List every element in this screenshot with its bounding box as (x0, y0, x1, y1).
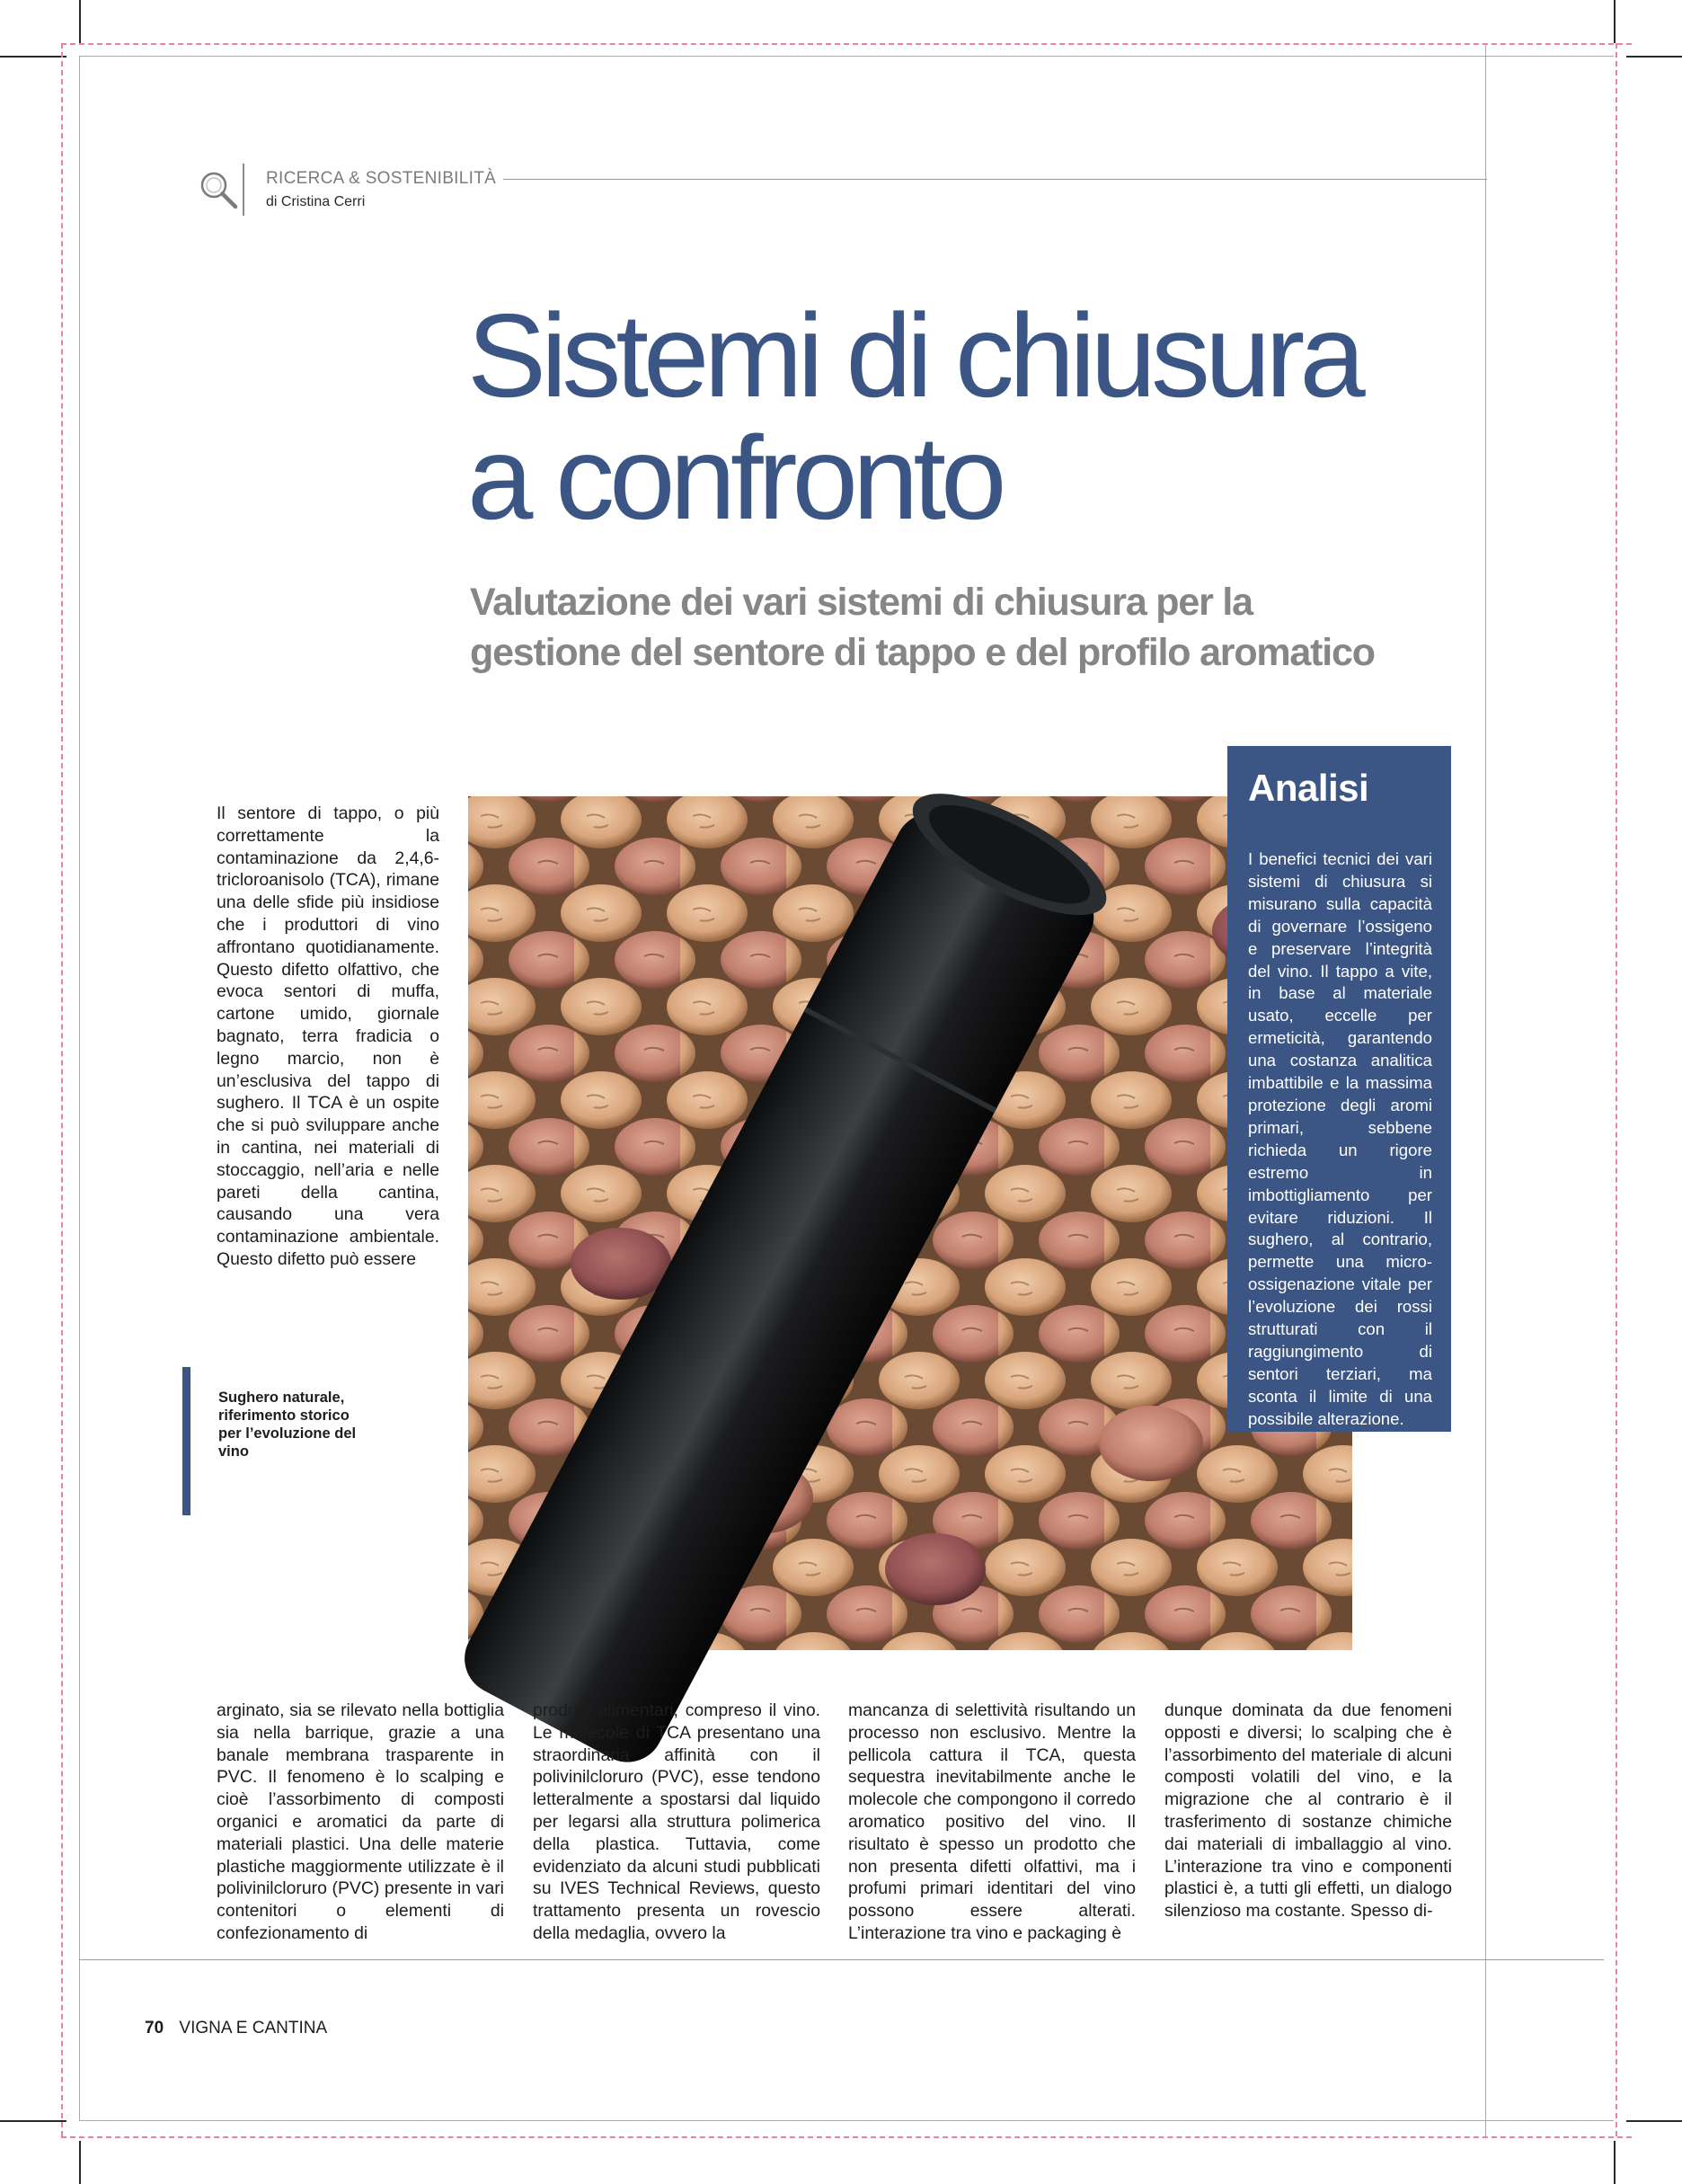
body-paragraph: mancanza di selettività risultando un processo non esclusivo. Mentre la pellicola cattura il TCA, questa sequestra inevitabilmente anche le molecole che compongono il corredo aromatico positivo del vino. Il risultato è spesso un prodotto che non presenta difetti olfattivi, ma i profumi primari identitari del vino possono essere alterati. L’interazione tra vino e packaging è (848, 1700, 1136, 1943)
crop-mark (1614, 2141, 1616, 2184)
crop-mark (79, 2141, 81, 2184)
bleed-line-left (61, 43, 63, 2136)
crop-mark (79, 0, 81, 43)
page-folio (145, 2019, 327, 2038)
trim-line-right (1485, 43, 1486, 2136)
section-header (189, 162, 548, 216)
trim-line-left (79, 56, 80, 2120)
body-column-4 (1164, 1700, 1452, 1933)
magnifier-icon (198, 169, 239, 210)
body-column-3 (848, 1700, 1136, 1943)
article-title: Sistemi di chiusura a confronto (467, 289, 1360, 544)
cork-photo (468, 796, 1352, 1650)
bleed-line-right (1616, 43, 1617, 2136)
cork-photo-illustration (468, 796, 1352, 1650)
footer-rule (79, 1959, 1604, 1960)
crop-mark (0, 56, 66, 58)
photo-caption: Sughero naturale, riferimento storico per l’evoluzione del vino (218, 1389, 357, 1460)
bleed-line-top (61, 43, 1632, 45)
body-paragraph: dunque dominata da due fenomeni opposti e diversi; lo scalping che è l’assorbimento del materiale di alcuni composti volatili del vino, e la migrazione che al contrario è il trasferimento di sostanze chimiche dai materiali di imballaggio al vino. L’interazione tra vino e componenti plastici è, a tutti gli effetti, un dialogo silenzioso ma costante. Spesso di- (1164, 1700, 1452, 1922)
crop-mark (1626, 56, 1682, 58)
caption-accent-bar (182, 1367, 190, 1515)
author-byline: di Cristina Cerri (266, 194, 366, 209)
sidebar-title: Analisi (1248, 767, 1369, 809)
crop-mark (0, 2120, 66, 2122)
trim-line-top (79, 56, 1614, 57)
body-column-2 (533, 1700, 820, 1943)
header-separator (243, 164, 244, 216)
crop-mark (1626, 2120, 1682, 2122)
body-column-1 (217, 1700, 504, 1943)
body-paragraph: prodotti alimentari, compreso il vino. Le molecole di TCA presentano una straordinaria affinità con il polivinilcloruro (PVC), esse tendono letteralmente a spostarsi dal liquido per legarsi alla struttura polimerica della plastica. Tuttavia, come evidenziato da alcuni studi pubblicati su IVES Technical Reviews, questo trattamento presenta un rovescio della medaglia, ovvero la (533, 1700, 820, 1943)
magazine-name: VIGNA E CANTINA (179, 2019, 328, 2038)
page-number: 70 (145, 2019, 164, 2038)
crop-mark (1614, 0, 1616, 43)
intro-column (217, 803, 439, 1269)
sidebar-text: I benefici tecnici dei vari sistemi di chiusura si misurano sulla capacità di governare l’ossigeno e preservare l’integrità del vino. Il tappo a vite, in base al materiale usato, eccelle per ermeticità, garantendo una costanza analitica imbattibile e la massima protezione degli aromi primari, sebbene richieda un rigore estremo in imbottigliamento per evitare riduzioni. Il sughero, al contrario, permette una micro-ossigenazione vitale per l’evoluzione dei rossi strutturati con il raggiungimento di sentori terziari, ma sconta il limite di una possibile alterazione. (1248, 849, 1432, 1428)
bleed-line-bottom (61, 2136, 1632, 2138)
section-rule (503, 179, 1487, 180)
intro-paragraph: Il sentore di tappo, o più correttamente la contaminazione da 2,4,6-tricloroanisolo (TCA), rimane una delle sfide più insidiose che i produttori di vino affrontano quotidianamente. Questo difetto olfattivo, che evoca sentori di muffa, cartone umido, giornale bagnato, terra fradicia o legno marcio, non è un’esclusiva del tappo di sughero. Il TCA è un ospite che si può sviluppare anche in cantina, nei materiali di stoccaggio, nell’aria e nelle pareti della cantina, causando una vera contaminazione ambientale. Questo difetto può essere (217, 803, 439, 1269)
article-subtitle: Valutazione dei vari sistemi di chiusura per la gestione del sentore di tappo e del profilo aromatico (470, 581, 1375, 674)
trim-line-bottom (79, 2120, 1614, 2121)
section-name: RICERCA & SOSTENIBILITÀ (266, 169, 497, 188)
analisi-sidebar (1227, 746, 1451, 1432)
body-paragraph: arginato, sia se rilevato nella bottiglia sia nella barrique, grazie a una banale membrana trasparente in PVC. Il fenomeno è lo scalping e cioè l’assorbimento di composti organici e aromatici da parte di materiali plastici. Una delle materie plastiche maggiormente utilizzate è il polivinilcloruro (PVC) presente in vari contenitori o elementi di confezionamento di (217, 1700, 504, 1943)
